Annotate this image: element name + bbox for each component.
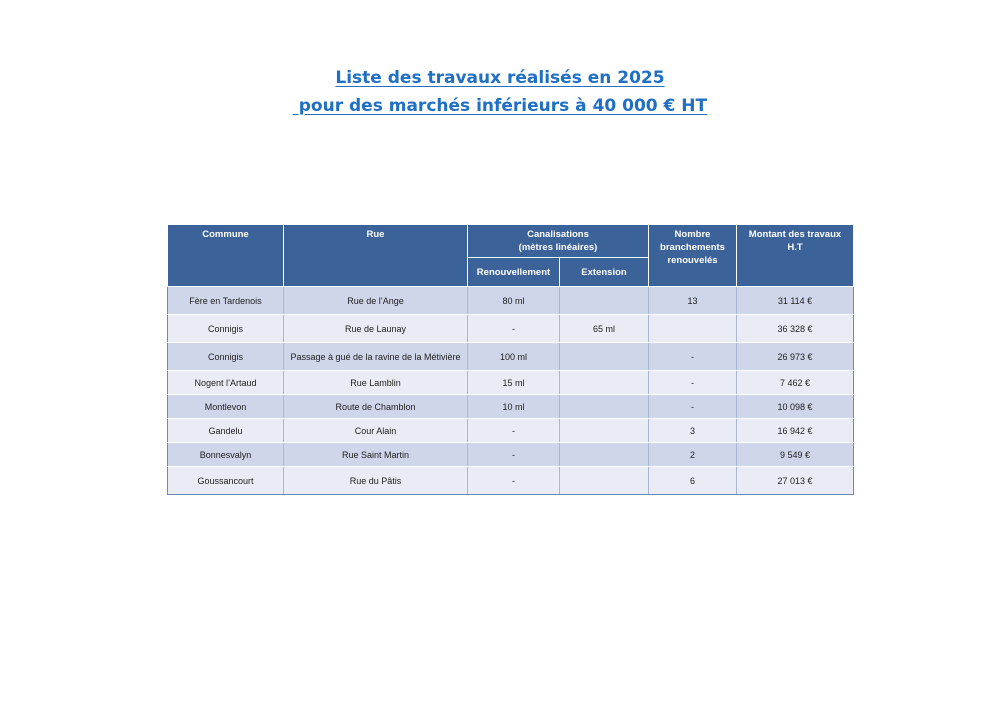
cell-montant: 7 462 € (737, 371, 854, 395)
works-table (167, 224, 854, 495)
cell-renouvellement: 10 ml (468, 395, 560, 419)
cell-extension (560, 467, 649, 495)
header-montant-line2: H.T (787, 242, 803, 253)
title-line-2: pour des marchés inférieurs à 40 000 € HT (292, 96, 708, 116)
cell-montant: 10 098 € (737, 395, 854, 419)
table-row (168, 287, 854, 315)
cell-montant: 16 942 € (737, 419, 854, 443)
cell-branchements: - (649, 371, 737, 395)
table-row (168, 443, 854, 467)
cell-branchements: 13 (649, 287, 737, 315)
cell-branchements: - (649, 343, 737, 371)
cell-commune: Fère en Tardenois (168, 287, 284, 315)
header-canalisations-line2: (mètres linéaires) (518, 242, 598, 253)
cell-rue: Route de Chamblon (284, 395, 468, 419)
header-nombre-branchements (649, 225, 737, 287)
cell-extension (560, 443, 649, 467)
table-header (168, 225, 854, 287)
cell-extension (560, 287, 649, 315)
table-row (168, 419, 854, 443)
cell-rue: Rue de Launay (284, 315, 468, 343)
header-canalisations (468, 225, 649, 258)
table-row (168, 467, 854, 495)
cell-extension (560, 419, 649, 443)
document-title (0, 64, 1000, 120)
cell-rue: Rue Saint Martin (284, 443, 468, 467)
header-renouvellement: Renouvellement (468, 258, 560, 287)
cell-renouvellement: 15 ml (468, 371, 560, 395)
cell-commune: Bonnesvalyn (168, 443, 284, 467)
cell-rue: Rue du Pâtis (284, 467, 468, 495)
cell-branchements (649, 315, 737, 343)
header-rue: Rue (284, 225, 468, 287)
cell-extension (560, 395, 649, 419)
header-montant (737, 225, 854, 287)
cell-branchements: 3 (649, 419, 737, 443)
table-row (168, 395, 854, 419)
cell-commune: Goussancourt (168, 467, 284, 495)
header-extension: Extension (560, 258, 649, 287)
cell-montant: 27 013 € (737, 467, 854, 495)
cell-commune: Montlevon (168, 395, 284, 419)
cell-montant: 31 114 € (737, 287, 854, 315)
header-commune: Commune (168, 225, 284, 287)
cell-renouvellement: 80 ml (468, 287, 560, 315)
cell-montant: 36 328 € (737, 315, 854, 343)
header-nombre-line3: renouvelés (667, 255, 718, 266)
cell-extension (560, 371, 649, 395)
header-montant-line1: Montant des travaux (748, 229, 842, 240)
cell-renouvellement: - (468, 315, 560, 343)
cell-rue: Rue Lamblin (284, 371, 468, 395)
cell-commune: Nogent l’Artaud (168, 371, 284, 395)
cell-commune: Connigis (168, 343, 284, 371)
cell-rue: Passage à gué de la ravine de la Métivière (284, 343, 468, 371)
header-canalisations-line1: Canalisations (527, 229, 589, 240)
cell-commune: Connigis (168, 315, 284, 343)
cell-montant: 26 973 € (737, 343, 854, 371)
title-line-1: Liste des travaux réalisés en 2025 (335, 68, 665, 88)
table-row (168, 315, 854, 343)
cell-renouvellement: - (468, 419, 560, 443)
cell-branchements: 2 (649, 443, 737, 467)
cell-renouvellement: - (468, 467, 560, 495)
cell-extension: 65 ml (560, 315, 649, 343)
cell-rue: Cour Alain (284, 419, 468, 443)
header-nombre-line1: Nombre (674, 229, 711, 240)
header-nombre-line2: branchements (660, 242, 725, 253)
table-row (168, 343, 854, 371)
cell-rue: Rue de l’Ange (284, 287, 468, 315)
cell-commune: Gandelu (168, 419, 284, 443)
table-row (168, 371, 854, 395)
cell-branchements: - (649, 395, 737, 419)
cell-renouvellement: 100 ml (468, 343, 560, 371)
cell-renouvellement: - (468, 443, 560, 467)
table-body (168, 287, 854, 495)
cell-montant: 9 549 € (737, 443, 854, 467)
cell-branchements: 6 (649, 467, 737, 495)
cell-extension (560, 343, 649, 371)
